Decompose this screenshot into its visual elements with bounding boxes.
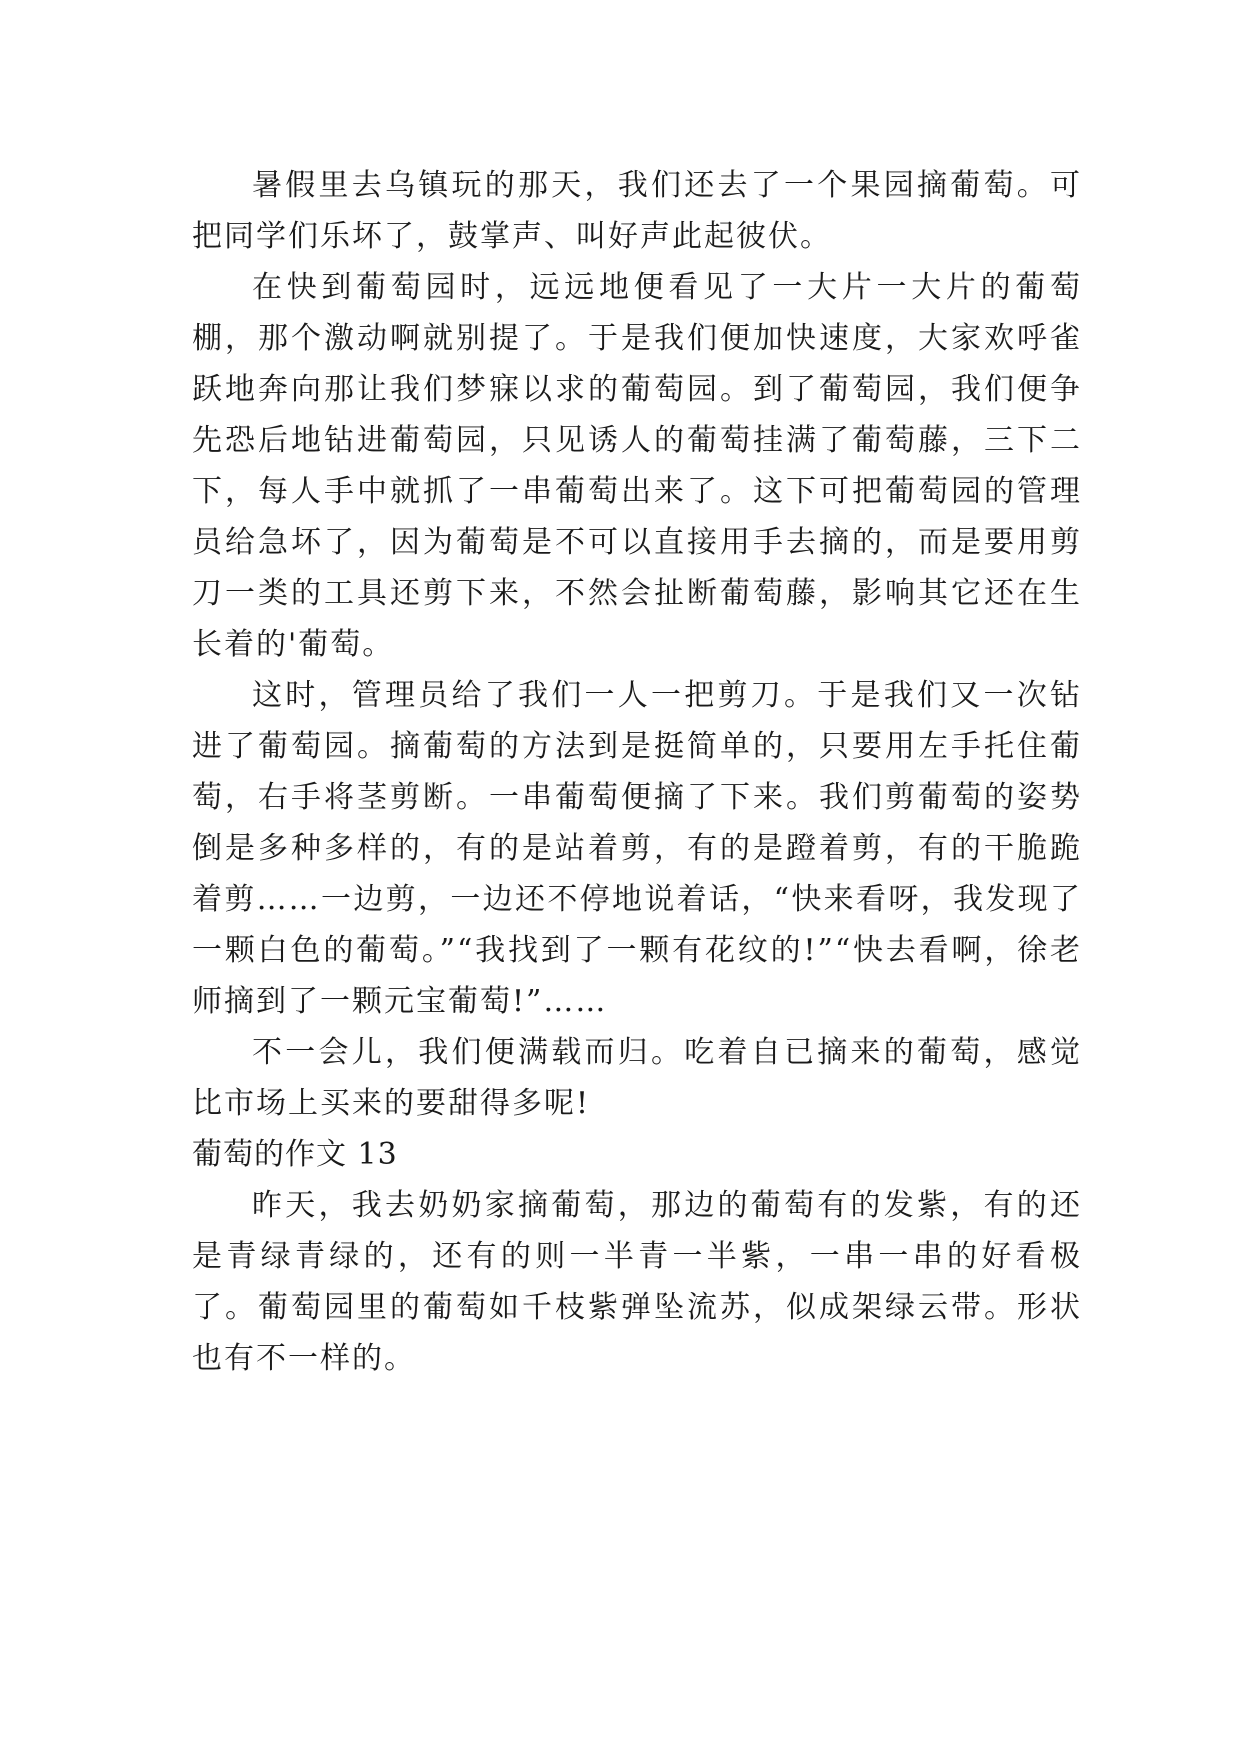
paragraph: 这时，管理员给了我们一人一把剪刀。于是我们又一次钻进了葡萄园。摘葡萄的方法到是挺简单的，只要用左手托住葡萄，右手将茎剪断。一串葡萄便摘了下来。我们剪葡萄的姿势倒是多种多样的，有的是站着剪，有的是蹬着剪，有的干脆跪着剪……一边剪，一边还不停地说着话，“快来看呀，我发现了一颗白色的葡萄。”“我找到了一颗有花纹的!”“快去看啊，徐老师摘到了一颗元宝葡萄!”…… [192, 678, 1082, 1019]
paragraph: 在快到葡萄园时，远远地便看见了一大片一大片的葡萄棚，那个激动啊就别提了。于是我们便加快速度，大家欢呼雀跃地奔向那让我们梦寐以求的葡萄园。到了葡萄园，我们便争先恐后地钻进葡萄园，只见诱人的葡萄挂满了葡萄藤，三下二下，每人手中就抓了一串葡萄出来了。这下可把葡萄园的管理员给急坏了，因为葡萄是不可以直接用手去摘的，而是要用剪刀一类的工具还剪下来，不然会扯断葡萄藤，影响其它还在生长着的'葡萄。 [192, 270, 1082, 662]
paragraph: 暑假里去乌镇玩的那天，我们还去了一个果园摘葡萄。可把同学们乐坏了，鼓掌声、叫好声此起彼伏。 [192, 168, 1082, 254]
paragraph: 昨天，我去奶奶家摘葡萄，那边的葡萄有的发紫，有的还是青绿青绿的，还有的则一半青一半紫，一串一串的好看极了。葡萄园里的葡萄如千枝紫弹坠流苏，似成架绿云带。形状也有不一样的。 [192, 1188, 1082, 1376]
document-body [192, 160, 1082, 1384]
paragraph: 不一会儿，我们便满载而归。吃着自已摘来的葡萄，感觉比市场上买来的要甜得多呢! [192, 1035, 1082, 1121]
section-heading: 葡萄的作文 13 [192, 1137, 398, 1172]
